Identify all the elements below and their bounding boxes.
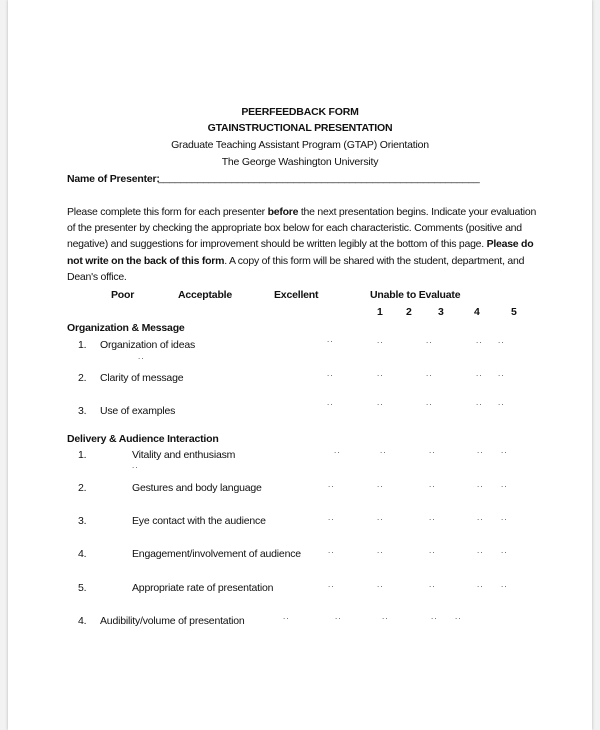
- checkbox[interactable]: ..: [477, 480, 484, 489]
- checkbox[interactable]: ..: [377, 480, 384, 489]
- checkbox[interactable]: ..: [327, 398, 334, 407]
- checkbox[interactable]: ..: [335, 612, 342, 621]
- item-label: Organization of ideas: [100, 339, 196, 351]
- section-title-delivery: Delivery & Audience Interaction: [67, 433, 219, 445]
- checkbox[interactable]: ..: [477, 446, 484, 455]
- rating-number-2: 2: [406, 306, 412, 318]
- instructions-text-2: the next presentation begins. Indicate your evaluation of the presenter by checking the appropriate box below for each characteristic. Comments (positive and negative) and suggestions for improvement should be written legibly at the bottom of this page.: [67, 206, 537, 251]
- checkbox[interactable]: ..: [501, 513, 508, 522]
- checkbox[interactable]: ..: [429, 580, 436, 589]
- checkbox[interactable]: ..: [476, 369, 483, 378]
- checkbox[interactable]: ..: [477, 546, 484, 555]
- checkbox[interactable]: ..: [501, 446, 508, 455]
- instructions-bold-before: before: [267, 206, 299, 218]
- checkbox[interactable]: ..: [377, 513, 384, 522]
- checkbox[interactable]: ..: [382, 612, 389, 621]
- instructions-text-1: Please complete this form for each presenter: [67, 206, 268, 218]
- checkbox[interactable]: ..: [498, 336, 505, 345]
- item-label: Engagement/involvement of audience: [132, 548, 301, 560]
- rating-poor-label: Poor: [111, 289, 135, 301]
- checkbox[interactable]: ..: [501, 546, 508, 555]
- checkbox[interactable]: ..: [455, 612, 462, 621]
- university-name: The George Washington University: [221, 156, 379, 168]
- rating-excellent-label: Excellent: [274, 289, 319, 301]
- checkbox[interactable]: ..: [477, 513, 484, 522]
- rating-number-1: 1: [377, 306, 383, 318]
- form-subtitle: GTAINSTRUCTIONAL PRESENTATION: [207, 122, 393, 134]
- checkbox[interactable]: ..: [380, 446, 387, 455]
- checkbox[interactable]: ..: [501, 580, 508, 589]
- rating-number-3: 3: [438, 306, 444, 318]
- checkbox[interactable]: ..: [498, 369, 505, 378]
- item-label: Eye contact with the audience: [132, 515, 266, 527]
- presenter-name-blank[interactable]: _________________________________________________________: [158, 172, 480, 184]
- item-number: 4.: [78, 548, 87, 560]
- program-name: Graduate Teaching Assistant Program (GTAP) Orientation: [171, 139, 429, 151]
- checkbox[interactable]: ..: [377, 546, 384, 555]
- document-page: [8, 0, 592, 730]
- item-label: Gestures and body language: [132, 482, 262, 494]
- rating-unable-label: Unable to Evaluate: [370, 289, 461, 301]
- checkbox[interactable]: ..: [377, 369, 384, 378]
- item-number: 3.: [78, 405, 87, 417]
- checkbox[interactable]: ..: [429, 513, 436, 522]
- item-label: Audibility/volume of presentation: [100, 615, 245, 627]
- checkbox[interactable]: ..: [498, 398, 505, 407]
- item-label: Clarity of message: [100, 372, 184, 384]
- checkbox[interactable]: ..: [283, 612, 290, 621]
- checkbox[interactable]: ..: [138, 352, 145, 361]
- checkbox[interactable]: ..: [431, 612, 438, 621]
- checkbox[interactable]: ..: [426, 369, 433, 378]
- checkbox[interactable]: ..: [429, 480, 436, 489]
- checkbox[interactable]: ..: [476, 336, 483, 345]
- item-label: Use of examples: [100, 405, 176, 417]
- checkbox[interactable]: ..: [328, 480, 335, 489]
- checkbox[interactable]: ..: [377, 336, 384, 345]
- item-number: 2.: [78, 372, 87, 384]
- item-label: Vitality and enthusiasm: [132, 449, 236, 461]
- checkbox[interactable]: ..: [426, 336, 433, 345]
- rating-acceptable-label: Acceptable: [178, 289, 233, 301]
- item-number: 4.: [78, 615, 87, 627]
- checkbox[interactable]: ..: [429, 446, 436, 455]
- checkbox[interactable]: ..: [328, 513, 335, 522]
- checkbox[interactable]: ..: [429, 546, 436, 555]
- checkbox[interactable]: ..: [327, 369, 334, 378]
- item-number: 5.: [78, 582, 87, 594]
- checkbox[interactable]: ..: [426, 398, 433, 407]
- rating-number-4: 4: [474, 306, 480, 318]
- item-number: 3.: [78, 515, 87, 527]
- checkbox[interactable]: ..: [501, 480, 508, 489]
- item-number: 2.: [78, 482, 87, 494]
- rating-number-5: 5: [511, 306, 517, 318]
- item-number: 1.: [78, 449, 87, 461]
- form-title: PEERFEEDBACK FORM: [241, 106, 359, 118]
- checkbox[interactable]: ..: [328, 546, 335, 555]
- item-number: 1.: [78, 339, 87, 351]
- instructions-paragraph: [67, 204, 537, 285]
- checkbox[interactable]: ..: [476, 398, 483, 407]
- checkbox[interactable]: ..: [132, 461, 139, 470]
- instructions-bold-warning: Please do not write on the back of this form: [67, 238, 534, 267]
- checkbox[interactable]: ..: [327, 335, 334, 344]
- item-label: Appropriate rate of presentation: [132, 582, 274, 594]
- presenter-label: Name of Presenter:: [67, 173, 160, 185]
- checkbox[interactable]: ..: [328, 580, 335, 589]
- checkbox[interactable]: ..: [477, 580, 484, 589]
- checkbox[interactable]: ..: [377, 398, 384, 407]
- checkbox[interactable]: ..: [334, 446, 341, 455]
- instructions-text-3: . A copy of this form will be shared with the student, department, and Dean's office.: [67, 254, 525, 283]
- section-title-organization: Organization & Message: [67, 322, 185, 334]
- checkbox[interactable]: ..: [377, 580, 384, 589]
